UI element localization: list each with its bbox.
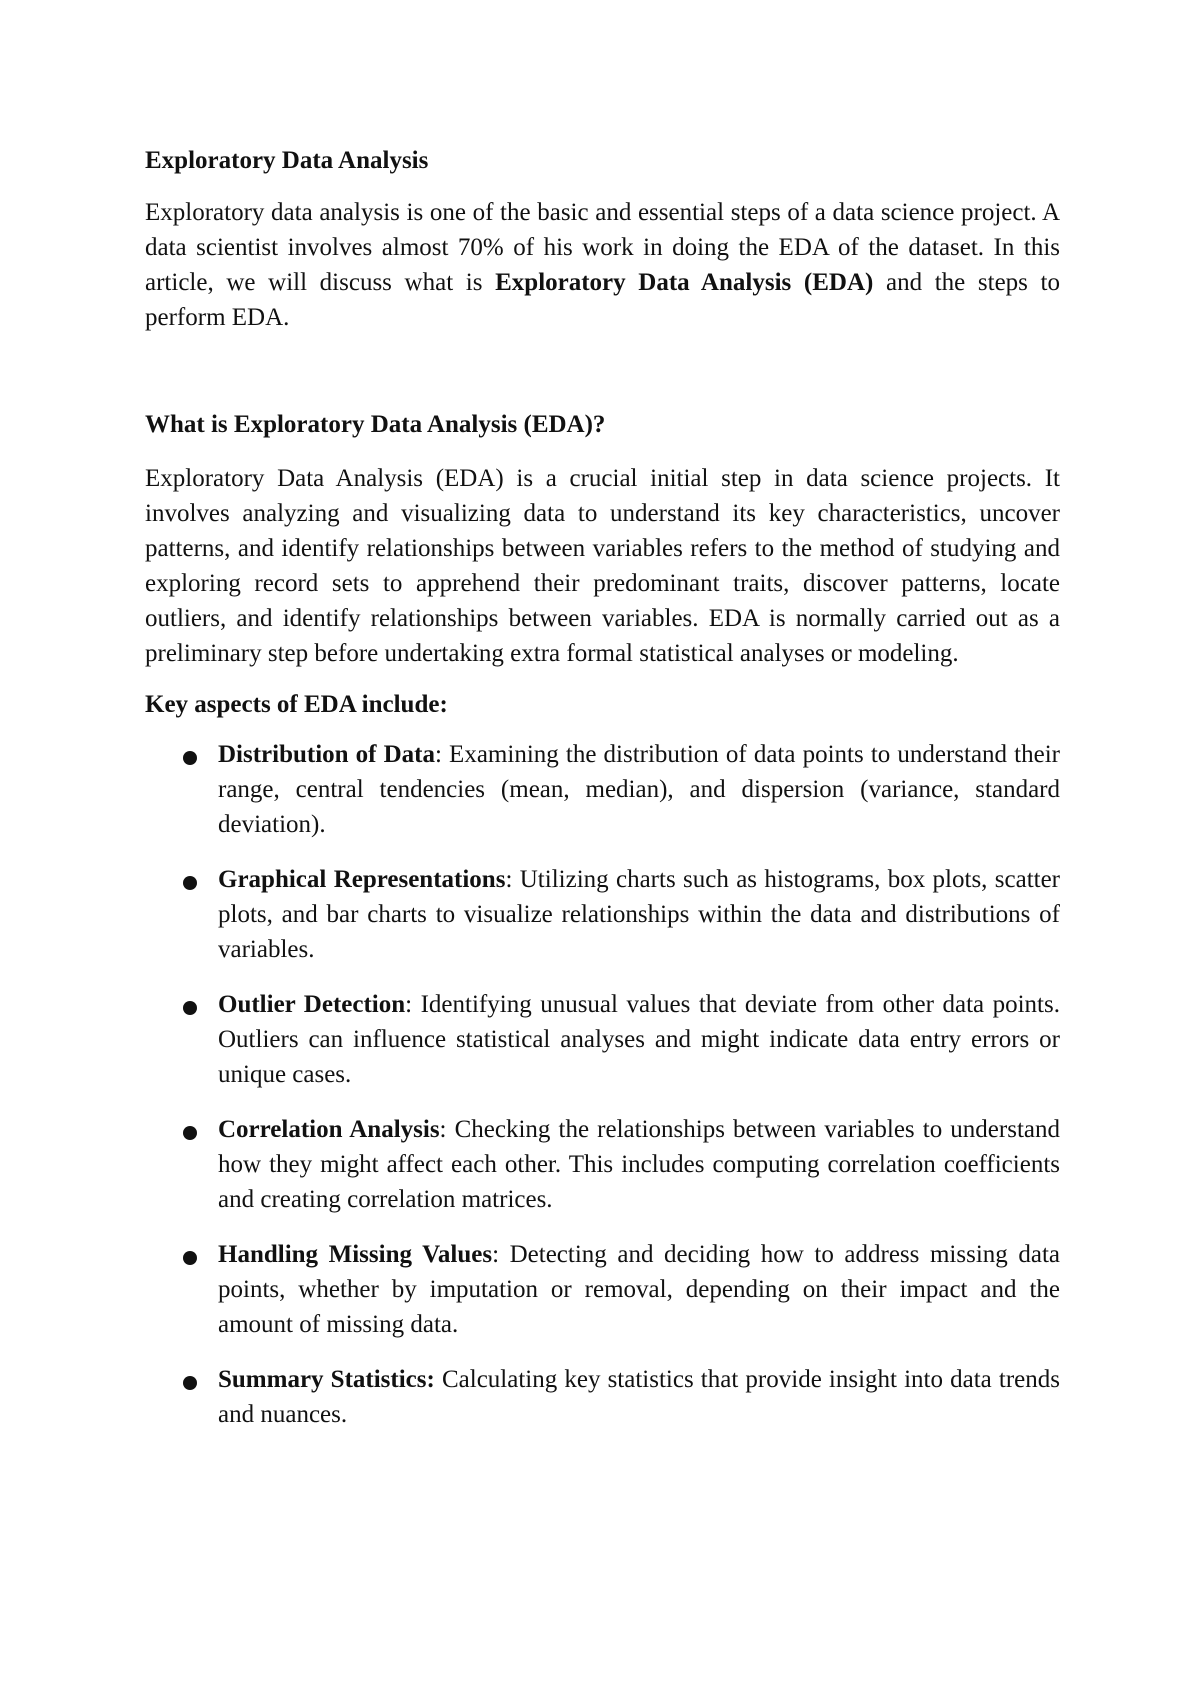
- intro-text-part2: and the steps to perform EDA.: [145, 269, 1060, 331]
- list-item-text: Checking the relationships between variables to understand how they might affect each other. This includes computing correlation coefficients and creating correlation matrices.: [218, 1116, 1060, 1213]
- list-item: [145, 862, 1060, 967]
- bullet-icon: [183, 1126, 197, 1140]
- list-item-sep: :: [439, 1116, 447, 1143]
- list-item-sep: :: [492, 1241, 500, 1268]
- section-paragraph: Exploratory Data Analysis (EDA) is a crucial initial step in data science projects. It involves analyzing and visualizing data to understand its key characteristics, uncover patterns, and identify relationships between variables refers to the method of studying and exploring record sets to apprehend their predominant traits, discover patterns, locate outliers, and identify relationships between variables. EDA is normally carried out as a preliminary step before undertaking extra formal statistical analyses or modeling.: [145, 465, 1060, 667]
- document-page: [145, 143, 1060, 1452]
- document-title: Exploratory Data Analysis: [145, 147, 429, 174]
- list-item-text: Identifying unusual values that deviate from other data points. Outliers can influence statistical analyses and might indicate data entry errors or unique cases.: [218, 991, 1060, 1088]
- list-item: [145, 1362, 1060, 1432]
- list-item-term: Outlier Detection: [218, 991, 406, 1018]
- list-item-text: Calculating key statistics that provide insight into data trends and nuances.: [218, 1366, 1060, 1428]
- list-item-sep: :: [435, 741, 442, 768]
- intro-text-part1: Exploratory data analysis is one of the basic and essential steps of a data science project. A data scientist involves almost 70% of his work in doing the EDA of the dataset. In this article, we will discuss what is: [145, 199, 1060, 296]
- list-item-text: Detecting and deciding how to address missing data points, whether by imputation or removal, depending on their impact and the amount of missing data.: [218, 1241, 1060, 1338]
- list-item-term: Handling Missing Values: [218, 1241, 493, 1268]
- list-item-term: Graphical Representations: [218, 866, 506, 893]
- key-aspects-list: [145, 737, 1060, 1432]
- list-item-term: Distribution of Data: [218, 741, 435, 768]
- list-item: [145, 987, 1060, 1092]
- list-item-term: Summary Statistics:: [218, 1366, 435, 1393]
- bullet-icon: [183, 1251, 197, 1265]
- bullet-icon: [183, 751, 197, 765]
- key-aspects-heading: Key aspects of EDA include:: [145, 691, 448, 718]
- bullet-icon: [183, 1001, 197, 1015]
- bullet-icon: [183, 876, 197, 890]
- intro-bold-term: Exploratory Data Analysis (EDA): [495, 269, 874, 296]
- list-item-sep: :: [405, 991, 413, 1018]
- list-item-text: Utilizing charts such as histograms, box plots, scatter plots, and bar charts to visualize relationships within the data and distributions of variables.: [218, 866, 1061, 963]
- bullet-icon: [183, 1376, 197, 1390]
- list-item: [145, 1237, 1060, 1342]
- intro-paragraph: [145, 195, 1060, 335]
- list-item-term: Correlation Analysis: [218, 1116, 440, 1143]
- section-heading: What is Exploratory Data Analysis (EDA)?: [145, 411, 606, 438]
- list-item-sep: :: [505, 866, 513, 893]
- list-item: [145, 1112, 1060, 1217]
- list-item: [145, 737, 1060, 842]
- list-item-text: Examining the distribution of data points to understand their range, central tendencies (mean, median), and dispersion (variance, standard deviation).: [218, 741, 1060, 838]
